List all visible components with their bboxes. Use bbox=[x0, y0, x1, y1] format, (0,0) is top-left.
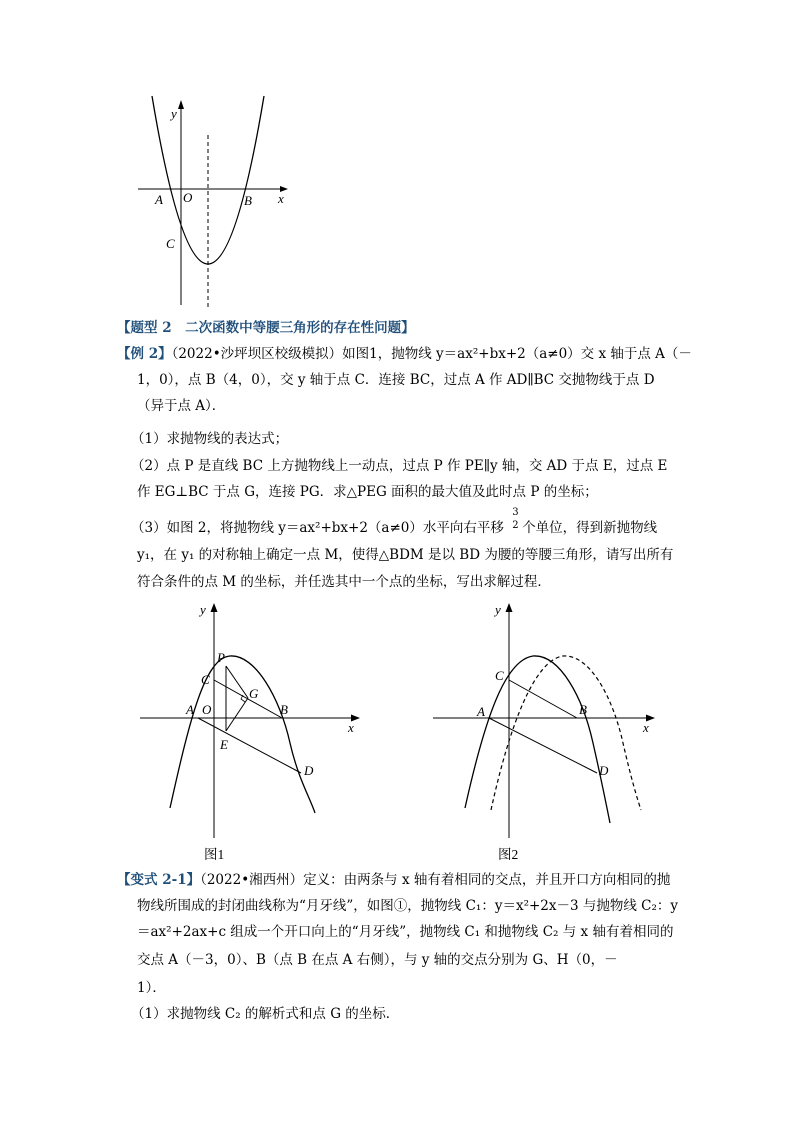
fig1-label-x: x bbox=[348, 720, 354, 735]
fraction bbox=[508, 507, 522, 538]
fig1-label-E: E bbox=[220, 737, 228, 752]
example-tag: 【例 2】 bbox=[117, 346, 172, 362]
question-1: （1）求抛物线的表达式； bbox=[131, 431, 289, 447]
y-axis-arrow bbox=[178, 100, 184, 109]
question-3-text-b: 个单位，得到新抛物线 bbox=[522, 520, 658, 536]
figure-2 bbox=[425, 598, 665, 868]
fig1-line-BC bbox=[214, 680, 282, 718]
example-line-1 bbox=[117, 344, 692, 364]
fig1-label-A: A bbox=[186, 702, 194, 717]
label-C: C bbox=[166, 236, 175, 251]
fig2-label-A: A bbox=[477, 704, 485, 719]
top-parabola-figure bbox=[130, 90, 300, 315]
fig1-y-arrow bbox=[211, 603, 218, 612]
variant-text-1: 定义：由两条与 x 轴有着相同的交点，并且开口方向相同的抛 bbox=[303, 872, 671, 888]
figure-1-caption: 图1 bbox=[204, 847, 225, 862]
fig2-label-B: B bbox=[579, 702, 587, 717]
section-heading: 【题型 2 二次函数中等腰三角形的存在性问题】 bbox=[117, 320, 415, 336]
question-3-text-a: （3）如图 2，将抛物线 y＝ax²+bx+2（a≠0）水平向右平移 bbox=[131, 520, 504, 536]
label-A: A bbox=[155, 192, 163, 207]
variant-line-3: ＝ax²+2ax+c 组成一个开口向上的“月牙线”，抛物线 C₁ 和抛物线 C₂ 与 x 轴有着相同的 bbox=[137, 924, 674, 940]
variant-line-4: 交点 A（－3，0）、B（点 B 在点 A 右侧），与 y 轴的交点分别为 G、H（0，－ bbox=[137, 952, 618, 968]
variant-question-1: （1）求抛物线 C₂ 的解析式和点 G 的坐标． bbox=[131, 1006, 400, 1022]
example-text-1: 如图1，抛物线 y＝ax²+bx+2（a≠0）交 x 轴于点 A（－ bbox=[342, 346, 692, 362]
fig1-label-C: C bbox=[201, 672, 210, 687]
example-source: （2022•沙坪坝区校级模拟） bbox=[171, 346, 343, 362]
fig2-label-C: C bbox=[495, 668, 504, 683]
fig1-parabola bbox=[170, 656, 315, 813]
variant-source: （2022•湘西州） bbox=[200, 872, 304, 888]
example-line-3: （异于点 A）． bbox=[137, 398, 226, 414]
question-2-line-2: 作 EG⊥BC 于点 G，连接 PG．求△PEG 面积的最大值及此时点 P 的坐标； bbox=[137, 484, 598, 500]
label-O: O bbox=[183, 190, 193, 205]
example-line-2: 1，0），点 B（4，0），交 y 轴于点 C．连接 BC，过点 A 作 AD∥BC 交抛物线于点 D bbox=[137, 372, 655, 388]
fig2-y-arrow bbox=[506, 603, 513, 612]
label-B: B bbox=[244, 193, 252, 208]
fig2-line-AD bbox=[489, 718, 597, 773]
fig2-label-y: y bbox=[495, 602, 501, 617]
figure-1 bbox=[130, 598, 370, 868]
fig1-label-B: B bbox=[280, 702, 288, 717]
question-3-line-2: y₁，在 y₁ 的对称轴上确定一点 M，使得△BDM 是以 BD 为腰的等腰三角形，请写出所有 bbox=[137, 547, 674, 563]
question-3-line-1 bbox=[131, 507, 658, 538]
question-2-line-1: （2）点 P 是直线 BC 上方抛物线上一动点，过点 P 作 PE∥y 轴，交 AD 于点 E，过点 E bbox=[131, 458, 668, 474]
fig2-parabola bbox=[465, 656, 610, 823]
fig1-label-O: O bbox=[202, 702, 212, 717]
variant-tag: 【变式 2-1】 bbox=[117, 872, 201, 888]
fig1-label-P: P bbox=[217, 650, 225, 665]
variant-line-2: 物线所围成的封闭曲线称为“月牙线”，如图①，抛物线 C₁：y＝x²+2x－3 与抛物线 C₂：y bbox=[137, 898, 679, 914]
fraction-denominator: 2 bbox=[512, 520, 519, 531]
fig1-label-G: G bbox=[249, 686, 259, 701]
fraction-numerator: 3 bbox=[512, 507, 519, 518]
fig2-label-D: D bbox=[599, 763, 609, 778]
figure-2-caption: 图2 bbox=[498, 847, 519, 862]
fig2-shifted-parabola bbox=[491, 656, 641, 810]
fig1-line-EG bbox=[226, 698, 248, 731]
fig1-label-y: y bbox=[200, 602, 206, 617]
variant-line-1 bbox=[117, 870, 670, 890]
label-x: x bbox=[278, 191, 284, 206]
fig2-label-x: x bbox=[643, 720, 649, 735]
label-y: y bbox=[171, 106, 177, 121]
fig1-label-D: D bbox=[304, 763, 314, 778]
variant-line-5: 1）． bbox=[137, 980, 166, 996]
question-3-line-3: 符合条件的点 M 的坐标，并任选其中一个点的坐标，写出求解过程． bbox=[137, 574, 551, 590]
